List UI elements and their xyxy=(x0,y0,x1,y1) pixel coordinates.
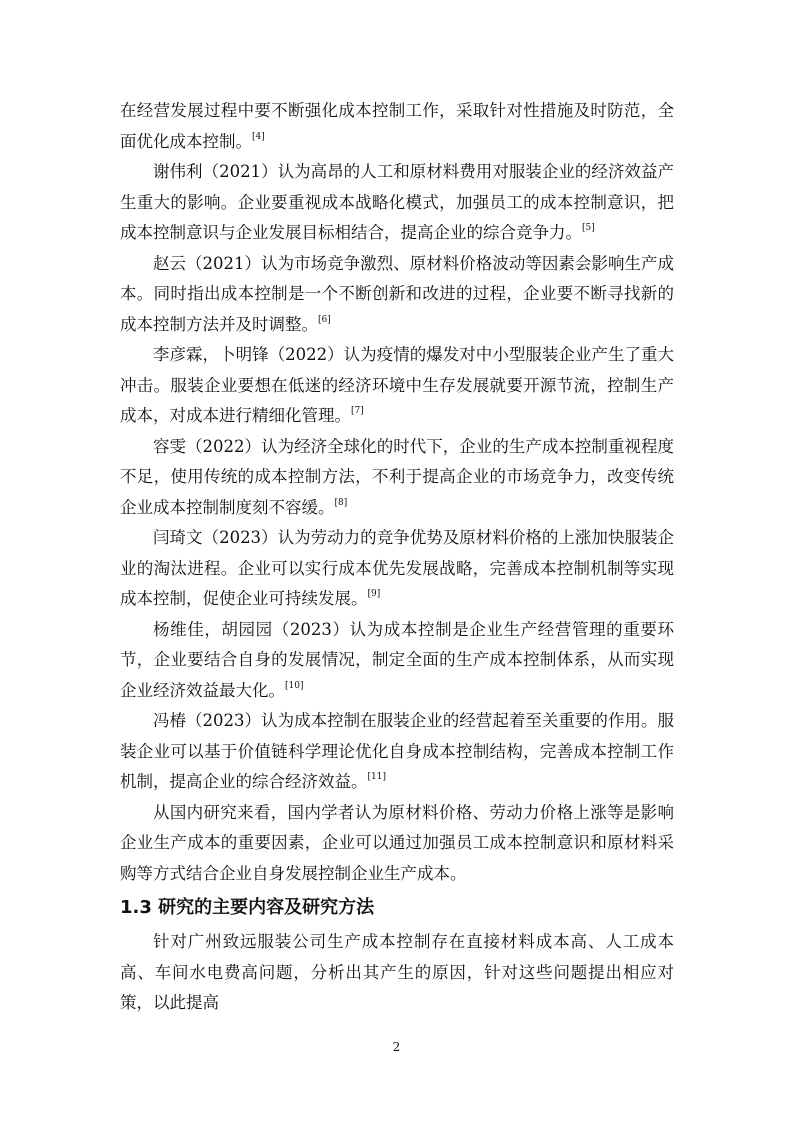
paragraph-4: 李彦霖，卜明锋（2022）认为疫情的爆发对中小型服装企业产生了重大冲击。服装企业要想在低迷的经济环境中生存发展就要开源节流，控制生产成本，对成本进行精细化管理。[7] xyxy=(120,345,674,425)
section-heading: 1.3 研究的主要内容及研究方法 xyxy=(120,897,375,918)
paragraph-8: 冯椿（2023）认为成本控制在服装企业的经营起着至关重要的作用。服装企业可以基于价值链科学理论优化自身成本控制结构，完善成本控制工作机制，提高企业的综合经济效益。[11] xyxy=(120,711,674,791)
paragraph-3: 赵云（2021）认为市场竞争激烈、原材料价格波动等因素会影响生产成本。同时指出成本控制是一个不断创新和改进的过程，企业要不断寻找新的成本控制方法并及时调整。[6] xyxy=(120,253,674,334)
citation-4[interactable]: [4] xyxy=(252,131,265,142)
page-number: 2 xyxy=(392,1040,401,1054)
citation-11[interactable]: [11] xyxy=(367,772,386,782)
citation-8[interactable]: [8] xyxy=(334,497,348,508)
citation-10[interactable]: [10] xyxy=(285,680,304,691)
paragraph-7: 杨维佳，胡园园（2023）认为成本控制是企业生产经营管理的重要环节，企业要结合自身的发展情况，制定全面的生产成本控制体系，从而实现企业经济效益最大化。[10] xyxy=(120,619,674,700)
paragraph-6: 闫琦文（2023）认为劳动力的竞争优势及原材料价格的上涨加快服装企业的淘汰进程。企业可以实行成本优先发展战略，完善成本控制机制等实现成本控制，促使企业可持续发展。[9] xyxy=(120,528,674,608)
paragraph-1: 在经营发展过程中要不断强化成本控制工作，采取针对性措施及时防范，全面优化成本控制。[4] xyxy=(120,101,674,151)
document-body xyxy=(120,96,674,1019)
paragraph-2: 谢伟利（2021）认为高昂的人工和原材料费用对服装企业的经济效益产生重大的影响。企业要重视成本战略化模式，加强员工的成本控制意识，把成本控制意识与企业发展目标相结合，提高企业的综合竞争力。[5] xyxy=(120,162,674,242)
citation-6[interactable]: [6] xyxy=(318,314,331,325)
paragraph-final: 针对广州致远服装公司生产成本控制存在直接材料成本高、人工成本高、车间水电费高问题，分析出其产生的原因，针对这些问题提出相应对策，以此提高 xyxy=(120,932,674,1012)
paragraph-5: 容雯（2022）认为经济全球化的时代下，企业的生产成本控制重视程度不足，使用传统的成本控制方法，不利于提高企业的市场竞争力，改变传统企业成本控制制度刻不容缓。[8] xyxy=(120,436,674,517)
citation-5[interactable]: [5] xyxy=(582,223,595,233)
citation-7[interactable]: [7] xyxy=(351,406,364,416)
paragraph-9: 从国内研究来看，国内学者认为原材料价格、劳动力价格上涨等是影响企业生产成本的重要因素，企业可以通过加强员工成本控制意识和原材料采购等方式结合企业自身发展控制企业生产成本。 xyxy=(120,802,674,883)
citation-9[interactable]: [9] xyxy=(367,589,381,599)
